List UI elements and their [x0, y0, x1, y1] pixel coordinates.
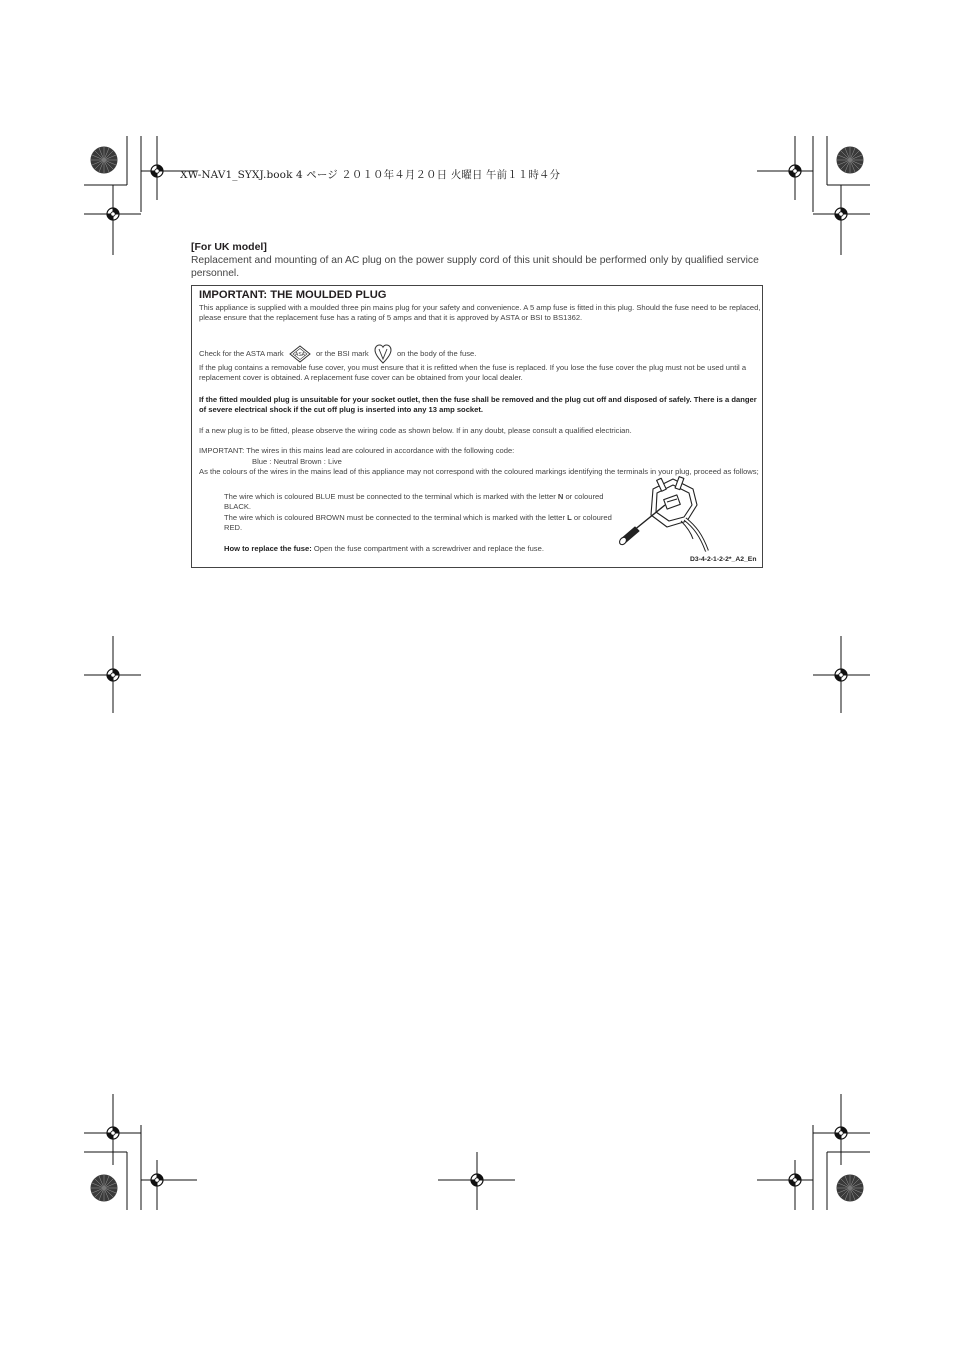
wire-colour-codes: Blue : Neutral Brown : Live	[252, 457, 342, 466]
file-header-line: XW-NAV1_SYXJ.book 4 ページ ２０１０年４月２０日 火曜日 午前１１時４分	[180, 169, 561, 181]
fuse-body-text: on the body of the fuse.	[396, 349, 477, 358]
notice-paragraph-colours: As the colours of the wires in the mains lead of this appliance may not correspond with the coloured markings identifying the terminals in your plug, proceed as follows;	[199, 467, 759, 476]
asta-mark-icon	[289, 345, 311, 363]
blue-wire-text-end: or coloured BLACK.	[224, 492, 604, 512]
notice-paragraph-marks	[199, 344, 476, 364]
bsi-kitemark-icon	[374, 344, 392, 364]
asta-mark-label: ASA	[294, 352, 305, 358]
notice-paragraph-new-plug: If a new plug is to be fitted, please observe the wiring code as shown below. If in any doubt, please consult a qualified electrician.	[199, 426, 632, 435]
blue-wire-instruction	[224, 492, 614, 512]
notice-paragraph-wire-code: IMPORTANT: The wires in this mains lead are coloured in accordance with the following code:	[199, 446, 515, 455]
live-letter: L	[567, 513, 572, 522]
bsi-check-text: or the BSI mark	[315, 349, 369, 358]
howto-label: How to replace the fuse:	[224, 544, 312, 553]
brown-wire-instruction	[224, 513, 614, 533]
notice-warning-cut-off-plug: If the fitted moulded plug is unsuitable for your socket outlet, then the fuse shall be removed and the plug cut off and disposed of safely. There is a danger of severe electrical shock if the cut off plug is inserted into any 13 amp socket.	[199, 395, 757, 415]
neutral-letter: N	[557, 492, 564, 501]
brown-wire-text-end: or coloured RED.	[224, 513, 612, 533]
plug-screwdriver-illustration	[615, 475, 720, 555]
section-intro: Replacement and mounting of an AC plug on the power supply cord of this unit should be performed only by qualified service personnel.	[191, 255, 759, 280]
document-code: D3-4-2-1-2-2*_A2_En	[690, 556, 757, 563]
howto-text: Open the fuse compartment with a screwdriver and replace the fuse.	[311, 544, 544, 553]
notice-paragraph-fuse: This appliance is supplied with a moulded three pin mains plug for your safety and convenience. A 5 amp fuse is fitted in this plug. Should the fuse need to be replaced, please ensure that the replacement fuse has a rating of 5 amps and that it is approved by ASTA or BSI to BS1362.	[199, 303, 761, 323]
section-heading: [For UK model]	[191, 241, 267, 253]
notice-paragraph-fuse-cover: If the plug contains a removable fuse cover, you must ensure that it is refitted when the fuse is replaced. If you lose the fuse cover the plug must not be used until a replacement cover is obtained. A replacement fuse cover can be obtained from your local dealer.	[199, 363, 747, 383]
notice-title: IMPORTANT: THE MOULDED PLUG	[199, 289, 387, 301]
brown-wire-text: The wire which is coloured BROWN must be connected to the terminal which is marked with the letter	[224, 513, 568, 522]
fuse-replacement-instruction	[224, 544, 544, 554]
asta-check-text: Check for the ASTA mark	[199, 349, 284, 358]
blue-wire-text: The wire which is coloured BLUE must be connected to the terminal which is marked with the letter	[224, 492, 558, 501]
